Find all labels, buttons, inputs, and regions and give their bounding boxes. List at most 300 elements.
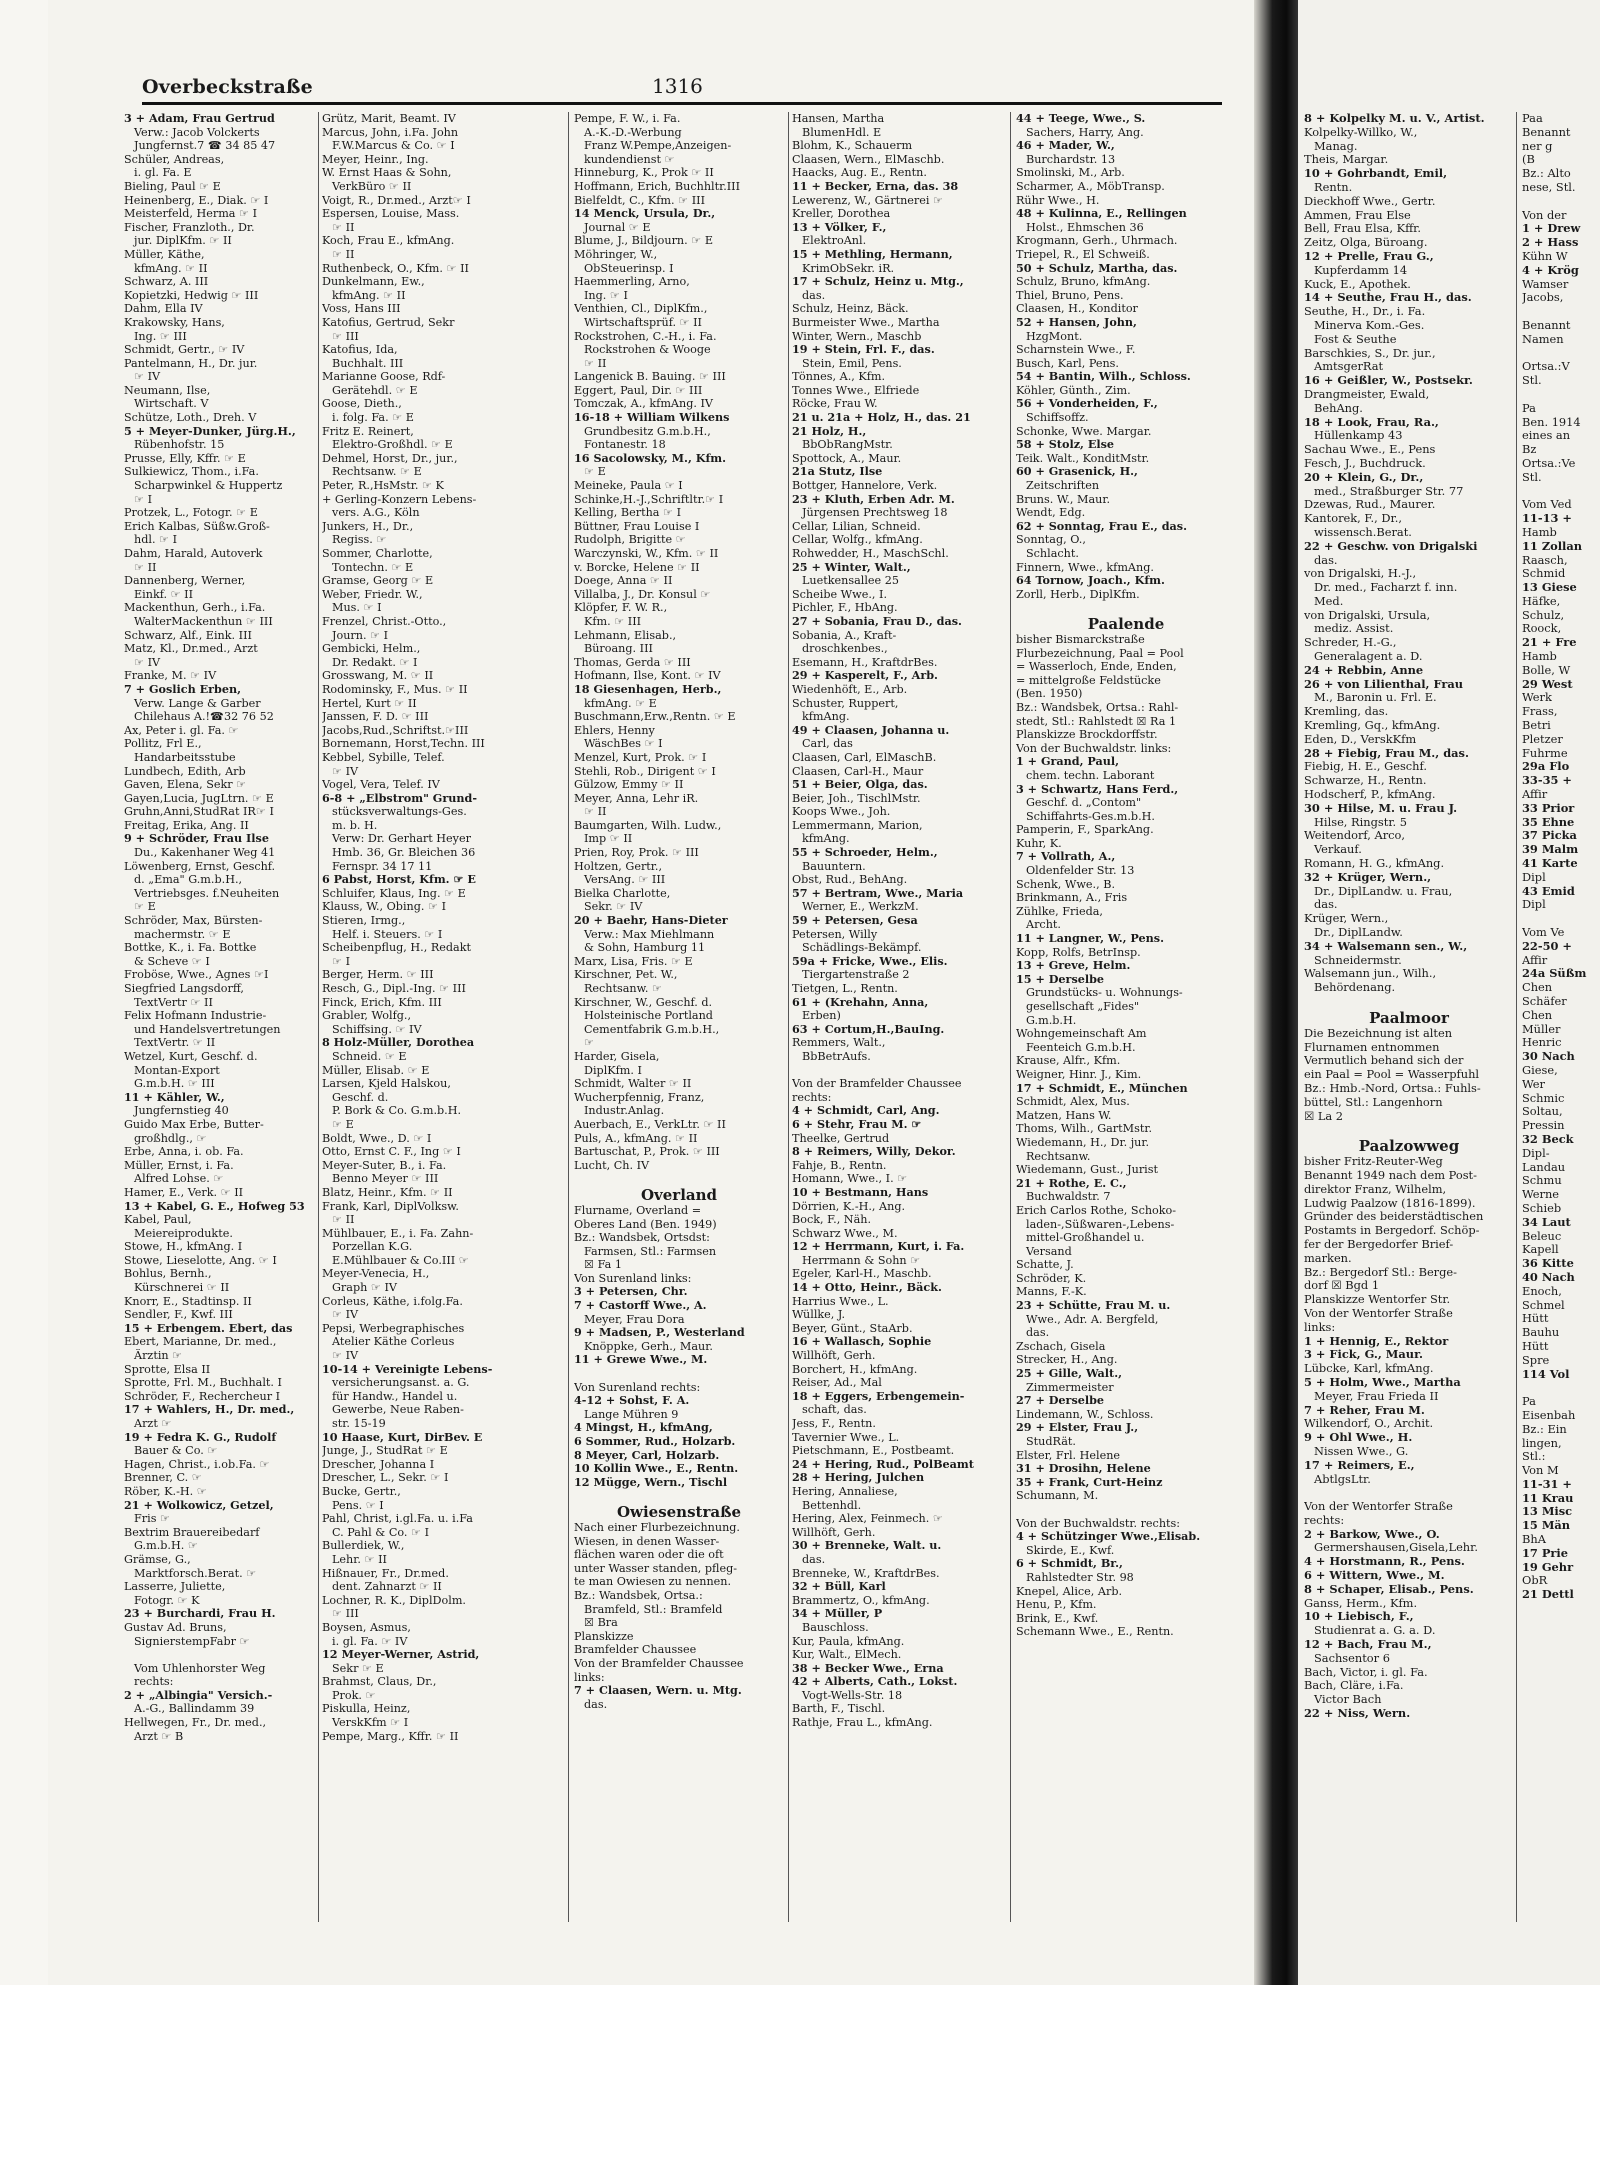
directory-line: Von der Buchwaldstr. links:	[1016, 741, 1172, 755]
directory-line: Postamts in Bergedorf. Schöp-	[1304, 1224, 1480, 1238]
directory-line: 18 + Eggers, Erbengemein-	[792, 1389, 965, 1403]
directory-line: Vermutlich behand sich der	[1304, 1054, 1464, 1068]
directory-line: Atelier Käthe Corleus	[332, 1335, 455, 1349]
directory-line: 63 + Cortum,H.,BauIng.	[792, 1022, 945, 1036]
directory-line: Stl.:	[1522, 1450, 1546, 1464]
directory-line: Borchert, H., kfmAng.	[792, 1362, 918, 1376]
directory-line: Bielka Charlotte,	[574, 886, 671, 900]
directory-line: Hinneburg, K., Prok ☞ II	[574, 166, 714, 180]
directory-line: Fesch, J., Buchdruck.	[1304, 456, 1426, 470]
directory-line: 35 + Frank, Curt-Heinz	[1016, 1475, 1163, 1489]
directory-line: 6 Sommer, Rud., Holzarb.	[574, 1435, 736, 1448]
directory-line: 59a + Fricke, Wwe., Elis.	[792, 954, 948, 968]
directory-line: Herrmann & Sohn ☞	[802, 1253, 921, 1267]
directory-line: 21 u. 21a + Holz, H., das. 21	[792, 411, 971, 425]
directory-line: Dipl	[1522, 870, 1546, 884]
directory-line: Büttner, Frau Louise I	[574, 519, 700, 533]
directory-line: Namen	[1522, 332, 1564, 346]
directory-line: ☞ II	[332, 220, 355, 234]
directory-line: Hagen, Christ., i.ob.Fa. ☞	[124, 1457, 270, 1471]
directory-line: Von der Wentorfer Straße	[1304, 1500, 1453, 1514]
directory-line: kfmAng.	[802, 710, 850, 724]
directory-line: Geschf. d. „Contom"	[1026, 796, 1142, 810]
directory-line: 59 + Petersen, Gesa	[792, 914, 918, 928]
directory-line: TextVertr ☞ II	[134, 995, 213, 1009]
directory-line: Buchwaldstr. 7	[1026, 1190, 1111, 1204]
directory-line: Arzt ☞ B	[134, 1729, 184, 1743]
directory-line: Meyer, Anna, Lehr iR.	[574, 791, 699, 805]
directory-line: 21 Holz, H.,	[792, 424, 867, 438]
directory-line: Hilse, Ringstr. 5	[1314, 815, 1407, 829]
directory-line: 34 + Walsemann sen., W.,	[1304, 939, 1468, 953]
directory-line: Jungfernst.7 ☎ 34 85 47	[134, 139, 276, 153]
directory-line: ☞ IV	[134, 655, 161, 669]
directory-line: Hoffmann, Erich, Buchhltr.III	[574, 179, 741, 193]
directory-line: E.Mühlbauer & Co.III ☞	[332, 1253, 469, 1267]
directory-line: 8 Holz-Müller, Dorothea	[322, 1036, 475, 1050]
directory-line: ☞ E	[134, 900, 156, 914]
directory-line: Schiffsing. ☞ IV	[332, 1022, 422, 1036]
directory-line: 40 Nach	[1522, 1270, 1575, 1284]
column-rule	[788, 112, 789, 1922]
directory-line: Ax, Peter i. gl. Fa. ☞	[124, 723, 239, 737]
directory-line: 24 + Hering, Rud., PolBeamt	[792, 1457, 974, 1471]
directory-line: 11 Zollan	[1522, 539, 1583, 553]
directory-line: Klauss, W., Obing. ☞ I	[322, 900, 447, 914]
directory-line: 12 + Herrmann, Kurt, i. Fa.	[792, 1240, 965, 1254]
directory-line: Lehmann, Elisab.,	[574, 628, 677, 642]
directory-line: ☞ IV	[332, 1349, 359, 1363]
directory-line: P. Bork & Co. G.m.b.H.	[332, 1104, 462, 1118]
directory-line: Verw: Dr. Gerhart Heyer	[332, 832, 471, 846]
directory-line: Stowe, Lieselotte, Ang. ☞ I	[124, 1253, 277, 1267]
page-number: 1316	[652, 74, 703, 98]
directory-line: Lemmermann, Marion,	[792, 818, 923, 832]
directory-line: Werne	[1522, 1188, 1560, 1202]
directory-line: Nach einer Flurbezeichnung.	[574, 1520, 740, 1534]
directory-line: Bornemann, Horst,Techn. III	[322, 737, 485, 751]
directory-line: Dr. med., Facharzt f. inn.	[1314, 581, 1458, 595]
directory-line: Bock, F., Näh.	[792, 1213, 872, 1227]
directory-line: Du., Kakenhaner Weg 41	[134, 846, 276, 860]
directory-line: Von der Wentorfer Straße	[1304, 1306, 1453, 1320]
directory-line: Ludwig Paalzow (1816-1899).	[1304, 1196, 1476, 1210]
directory-line: 32 + Büll, Karl	[792, 1580, 886, 1594]
directory-line: Pollitz, Frl E.,	[124, 737, 202, 751]
directory-line: Schmel	[1522, 1298, 1565, 1312]
directory-line: Fotogr. ☞ K	[134, 1593, 200, 1607]
directory-line: Hütt	[1522, 1339, 1549, 1353]
directory-line: AmtsgerRat	[1314, 360, 1384, 374]
directory-line: Sprotte, Frl. M., Buchhalt. I	[124, 1376, 282, 1390]
directory-line: Drescher, Johanna I	[322, 1457, 435, 1471]
directory-line: Hamb	[1522, 525, 1557, 539]
directory-line: BehAng.	[1314, 401, 1363, 415]
directory-line: 29 + Elster, Frau J.,	[1016, 1421, 1139, 1435]
directory-line: 1 + Drew	[1522, 222, 1581, 236]
directory-line	[124, 1648, 314, 1662]
directory-line: Matzen, Hans W.	[1016, 1108, 1112, 1122]
directory-line	[1522, 305, 1600, 319]
directory-line: hdl. ☞ I	[134, 533, 178, 547]
directory-line: Schmidt, Alex, Mus.	[1016, 1095, 1130, 1109]
directory-line: 9 + Schröder, Frau Ilse	[124, 832, 269, 846]
directory-line: Hansen, Martha	[792, 112, 885, 125]
directory-line: Röcke, Frau W.	[792, 397, 878, 411]
directory-line: 44 + Teege, Wwe., S.	[1016, 112, 1146, 125]
directory-line: Weigner, Hinr. J., Kim.	[1016, 1067, 1142, 1081]
directory-line: ☞ II	[134, 560, 157, 574]
directory-line: 5 + Meyer-Dunker, Jürg.H.,	[124, 424, 296, 438]
directory-line: 23 + Schütte, Frau M. u.	[1016, 1299, 1171, 1313]
directory-line: Rudolph, Brigitte ☞	[574, 533, 686, 547]
directory-line: Industr.Anlag.	[584, 1104, 665, 1118]
directory-line: Wer	[1522, 1077, 1545, 1091]
directory-line: 17 + Schulz, Heinz u. Mtg.,	[792, 275, 964, 289]
directory-line: Wamser	[1522, 277, 1569, 291]
directory-line: unter Wasser standen, pfleg-	[574, 1561, 738, 1575]
directory-line: Regiss. ☞	[332, 533, 387, 547]
directory-line: Kfm. ☞ III	[584, 614, 642, 628]
directory-line: Schmic	[1522, 1091, 1565, 1105]
directory-line: 12 + Bach, Frau M.,	[1304, 1638, 1432, 1652]
directory-line: Remmers, Walt.,	[792, 1036, 886, 1050]
directory-line: Menzel, Kurt, Prok. ☞ I	[574, 750, 707, 764]
directory-line: Von der Bramfelder Chaussee	[574, 1656, 744, 1670]
directory-line: Rechtsanw.	[1026, 1149, 1091, 1163]
directory-line	[1522, 195, 1600, 209]
directory-line: Pantelmann, H., Dr. jur.	[124, 356, 258, 370]
directory-line: Finnern, Wwe., kfmAng.	[1016, 560, 1154, 574]
directory-line: Peter, R.,HsMstr. ☞ K	[322, 479, 444, 493]
directory-line: Doege, Anna ☞ II	[574, 574, 673, 588]
directory-line: Schuster, Ruppert,	[792, 696, 899, 710]
directory-line: Kopietzki, Hedwig ☞ III	[124, 288, 259, 302]
directory-line	[1016, 1503, 1236, 1517]
directory-line: Barschkies, S., Dr. jur.,	[1304, 346, 1436, 360]
directory-line: Oldenfelder Str. 13	[1026, 864, 1135, 878]
directory-line: 14 Menck, Ursula, Dr.,	[574, 207, 716, 221]
directory-line: 10 + Liebisch, F.,	[1304, 1610, 1414, 1624]
directory-line	[1522, 1381, 1600, 1395]
directory-line: ☞ I	[332, 954, 351, 968]
directory-line: Mus. ☞ I	[332, 601, 382, 615]
directory-line: Luetkensallee 25	[802, 574, 899, 588]
directory-line: Ammen, Frau Else	[1304, 208, 1411, 222]
directory-line: Prusse, Elly, Kffr. ☞ E	[124, 451, 246, 465]
directory-line: Corleus, Käthe, i.folg.Fa.	[322, 1294, 463, 1308]
directory-line: Dahm, Harald, Autoverk	[124, 547, 263, 560]
directory-line: 22-50 +	[1522, 939, 1572, 953]
directory-line: Blume, J., Bildjourn. ☞ E	[574, 234, 713, 248]
directory-line: 6 Pabst, Horst, Kfm. ☞ E	[322, 873, 476, 887]
directory-line: 19 + Stein, Frl. F., das.	[792, 343, 935, 357]
directory-line: 11 Krau	[1522, 1491, 1574, 1505]
directory-line: Sekr ☞ E	[332, 1661, 384, 1675]
directory-line: Schmidt, Walter ☞ II	[574, 1077, 692, 1091]
directory-line: Pressin	[1522, 1119, 1565, 1133]
directory-line: Vogel, Vera, Telef. IV	[322, 778, 440, 792]
directory-line: Winter, Wern., Maschb	[792, 329, 922, 343]
directory-line: Erbe, Anna, i. ob. Fa.	[124, 1145, 244, 1159]
directory-line: Bottke, K., i. Fa. Bottke	[124, 941, 257, 955]
directory-line: Buschmann,Erw.,Rentn. ☞ E	[574, 710, 736, 724]
directory-line: 4 + Schützinger Wwe.,Elisab.	[1016, 1530, 1201, 1544]
directory-line: 114 Vol	[1522, 1367, 1570, 1381]
directory-line: Planskizze	[574, 1629, 634, 1643]
directory-line: Landau	[1522, 1160, 1566, 1174]
directory-line: Strecker, H., Ang.	[1016, 1353, 1118, 1367]
directory-line: 50 + Schulz, Martha, das.	[1016, 261, 1178, 275]
directory-line: Venthien, Cl., DiplKfm.,	[574, 302, 708, 316]
directory-line: Jungfernstieg 40	[134, 1104, 229, 1118]
directory-line: ☞ II	[584, 356, 607, 370]
directory-line: Voss, Hans III	[322, 302, 401, 316]
directory-line: Hamer, E., Verk. ☞ II	[124, 1185, 244, 1199]
directory-line: Krause, Alfr., Kfm.	[1016, 1054, 1121, 1068]
directory-line: Vom Ve	[1522, 926, 1565, 940]
directory-line: 3 + Petersen, Chr.	[574, 1285, 688, 1299]
directory-line: 21 + Wolkowicz, Getzel,	[124, 1498, 274, 1512]
directory-line: SignierstempFabr ☞	[134, 1634, 250, 1648]
directory-line: Ehlers, Henny	[574, 723, 655, 737]
directory-line: Stehli, Rob., Dirigent ☞ I	[574, 764, 716, 778]
directory-line: Theis, Margar.	[1304, 153, 1389, 167]
directory-line: Boysen, Asmus,	[322, 1620, 411, 1634]
right-page	[1298, 0, 1600, 1985]
directory-line: Rahlstedter Str. 98	[1026, 1570, 1134, 1584]
directory-line: Gruhn,Anni,StudRat IR☞ I	[124, 805, 274, 819]
directory-line: 61 + (Krehahn, Anna,	[792, 995, 929, 1009]
directory-line: 30 + Hilse, M. u. Frau J.	[1304, 801, 1458, 815]
directory-line: 7 + Vollrath, A.,	[1016, 850, 1116, 864]
directory-line: 55 + Schroeder, Helm.,	[792, 846, 938, 860]
directory-line: Imp ☞ II	[584, 832, 633, 846]
directory-line: Fost & Seuthe	[1314, 332, 1397, 346]
directory-line: Bz.: Alto	[1522, 167, 1571, 181]
directory-line: 17 + Wahlers, H., Dr. med.,	[124, 1403, 295, 1417]
directory-line: Alfred Lohse. ☞	[134, 1172, 224, 1186]
directory-line: Beleuc	[1522, 1229, 1562, 1243]
directory-line: Müller	[1522, 1022, 1561, 1036]
directory-line: Handarbeitsstube	[134, 750, 236, 764]
directory-line: Lasserre, Juliette,	[124, 1580, 226, 1594]
directory-line: v. Borcke, Helene ☞ II	[574, 560, 700, 574]
directory-line: 3 + Schwartz, Hans Ferd.,	[1016, 782, 1179, 796]
directory-line: F.W.Marcus & Co. ☞ I	[332, 139, 455, 153]
directory-line: i. gl. Fa. ☞ IV	[332, 1634, 408, 1648]
directory-line: Espersen, Louise, Mass.	[322, 207, 460, 221]
directory-line: Pamperin, F., SparkAng.	[1016, 823, 1154, 837]
directory-line	[1304, 1486, 1514, 1500]
directory-line: Claasen, Wern., ElMaschb.	[792, 152, 945, 166]
directory-line	[1016, 601, 1236, 615]
directory-line: Arzt ☞	[134, 1417, 172, 1430]
directory-line: Frenzel, Christ.-Otto.,	[322, 614, 447, 628]
directory-line: Burchardstr. 13	[1026, 152, 1116, 166]
directory-line: Schröder, K.	[1016, 1271, 1087, 1285]
directory-line: 28 + Hering, Julchen	[792, 1471, 925, 1485]
directory-line: Vogt-Wells-Str. 18	[802, 1688, 903, 1702]
directory-line: Vertriebsges. f.Neuheiten	[134, 886, 280, 900]
directory-line: 43 Emid	[1522, 884, 1575, 898]
directory-line: 4 + Schmidt, Carl, Ang.	[792, 1104, 940, 1118]
directory-line: ☞ II	[332, 1213, 355, 1227]
directory-line: das.	[1314, 553, 1338, 567]
directory-line: 15 + Erbengem. Ebert, das	[124, 1321, 293, 1335]
directory-line: TextVertr. ☞ II	[134, 1036, 216, 1050]
directory-line: Bz.: Wandsbek, Ortsdst:	[574, 1231, 710, 1245]
directory-line: Bettenhdl.	[802, 1498, 862, 1512]
directory-line: Rathje, Frau L., kfmAng.	[792, 1716, 933, 1730]
directory-line: Ing. ☞ III	[134, 329, 187, 343]
directory-line: 17 + Reimers, E.,	[1304, 1458, 1415, 1472]
directory-line: Buchhalt. III	[332, 356, 404, 370]
directory-line: Kühn W	[1522, 249, 1568, 263]
directory-line: ☞ IV	[134, 370, 161, 384]
directory-line: 10 Kollin Wwe., E., Rentn.	[574, 1462, 739, 1476]
directory-line: Marcus, John, i.Fa. John	[322, 125, 459, 139]
directory-line: kfmAng. ☞ II	[134, 261, 208, 275]
directory-line: Krüger, Wern.,	[1304, 912, 1389, 926]
directory-line: Junkers, H., Dr.,	[322, 519, 414, 533]
directory-line: 12 Meyer-Werner, Astrid,	[322, 1648, 480, 1662]
right-page-column-2	[1522, 112, 1600, 1602]
directory-line: Grütz, Marit, Beamt. IV	[322, 112, 456, 125]
directory-line: A.-K.-D.-Werbung	[584, 125, 682, 139]
directory-line: 21a Stutz, Ilse	[792, 465, 883, 479]
directory-line: Schatte, J.	[1016, 1258, 1074, 1272]
directory-line: Ortsa.:Ve	[1522, 456, 1576, 470]
directory-line: Dahm, Ella IV	[124, 302, 203, 316]
directory-line: Bielfeldt, C., Kfm. ☞ III	[574, 193, 705, 207]
street-heading: Paalzowweg	[1358, 1137, 1460, 1156]
directory-line: Werner, E., WerkzM.	[802, 900, 919, 914]
directory-line: Scharmer, A., MöbTransp.	[1016, 179, 1165, 193]
directory-line: büttel, Stl.: Langenhorn	[1304, 1095, 1443, 1109]
directory-line: von Drigalski, H.-J.,	[1304, 567, 1417, 581]
directory-line: Schiffahrts-Ges.m.b.H.	[1026, 809, 1155, 823]
directory-line: Giese,	[1522, 1063, 1558, 1077]
directory-line: großhdlg., ☞	[134, 1131, 207, 1145]
directory-line: Pichler, F., HbAng.	[792, 601, 898, 615]
directory-line: 39 Malm	[1522, 843, 1579, 857]
directory-line: Kopp, Rolfs, BetrInsp.	[1016, 945, 1141, 959]
directory-line: (B	[1522, 153, 1535, 167]
directory-line: Hering, Alex, Feinmech. ☞	[792, 1512, 943, 1526]
directory-line: Müller, Elisab. ☞ E	[322, 1063, 430, 1077]
directory-line: Gülzow, Emmy ☞ II	[574, 778, 684, 792]
directory-line: dorf ☒ Bgd 1	[1304, 1279, 1380, 1293]
directory-line: fer der Bergedorfer Brief-	[1304, 1237, 1454, 1251]
directory-line: Enoch,	[1522, 1284, 1562, 1298]
directory-line: Grabler, Wolfg.,	[322, 1009, 412, 1023]
directory-line: Petersen, Willy	[792, 927, 878, 941]
directory-line: Carl, das	[802, 737, 853, 751]
directory-line: 4 + Horstmann, R., Pens.	[1304, 1555, 1465, 1569]
directory-line: Meyer, Frau Frieda II	[1314, 1389, 1439, 1403]
directory-line: m. b. H.	[332, 818, 378, 832]
directory-line: Schinke,H.-J.,Schriftltr.☞ I	[574, 492, 724, 506]
directory-line: Stl.	[1522, 470, 1542, 484]
directory-line: Frass,	[1522, 705, 1558, 719]
directory-line: 27 + Sobania, Frau D., das.	[792, 614, 962, 628]
directory-line: ☞ II	[584, 805, 607, 819]
directory-line: 11 + Langner, W., Pens.	[1016, 932, 1164, 946]
directory-line: bisher Bismarckstraße	[1016, 632, 1145, 646]
directory-line: 51 + Beier, Olga, das.	[792, 778, 928, 792]
street-heading: Overland	[640, 1185, 718, 1204]
directory-line: von Drigalski, Ursula,	[1304, 608, 1431, 622]
directory-line: Larsen, Kjeld Halskou,	[322, 1077, 451, 1091]
directory-line: Reiser, Ad., Mal	[792, 1376, 882, 1390]
directory-line: Mühlbauer, E., i. Fa. Zahn-	[322, 1226, 474, 1240]
directory-line: 21 + Fre	[1522, 636, 1577, 650]
directory-line: Planskizze Brockdorffstr.	[1016, 728, 1158, 742]
directory-line: droschkenbes.,	[802, 642, 888, 656]
directory-line: Romann, H. G., kfmAng.	[1304, 857, 1445, 871]
directory-line: Claasen, Carl-H., Maur	[792, 764, 924, 778]
directory-line: Schulz, Bruno, kfmAng.	[1016, 275, 1151, 289]
directory-line: Eisenbah	[1522, 1408, 1576, 1422]
directory-line: Cellar, Lilian, Schneid.	[792, 519, 921, 533]
directory-line: Ortsa.:V	[1522, 360, 1570, 374]
directory-line: Cellar, Wolfg., kfmAng.	[792, 533, 923, 547]
directory-line: Meyer-Venecia, H.,	[322, 1267, 430, 1281]
directory-line: Wiesen, in denen Wasser-	[574, 1534, 720, 1548]
directory-line: Teik. Walt., KonditMstr.	[1016, 451, 1150, 465]
directory-line: 16-18 + William Wilkens	[574, 411, 730, 425]
directory-line: kundendienst ☞	[584, 152, 675, 166]
directory-line: Knorr, E., Stadtinsp. II	[124, 1294, 252, 1308]
directory-line: 28 + Fiebig, Frau M., das.	[1304, 746, 1469, 760]
directory-line: Heinenberg, E., Diak. ☞ I	[124, 193, 269, 207]
directory-line: Studienrat a. G. a. D.	[1314, 1624, 1436, 1638]
directory-line: Stein, Emil, Pens.	[802, 356, 902, 370]
directory-line	[574, 1172, 784, 1186]
directory-line: Prien, Roy, Prok. ☞ III	[574, 846, 699, 860]
directory-line: Fontanestr. 18	[584, 438, 666, 452]
directory-line: Ärztin ☞	[134, 1349, 183, 1363]
directory-line: 23 + Kluth, Erben Adr. M.	[792, 492, 955, 506]
directory-line: Benannt	[1522, 318, 1571, 332]
directory-line: Burmeister Wwe., Martha	[792, 315, 940, 329]
directory-line: Zorll, Herb., DiplKfm.	[1016, 587, 1140, 601]
directory-line: 7 + Goslich Erben,	[124, 682, 241, 696]
directory-line: Seuthe, H., Dr., i. Fa.	[1304, 305, 1426, 319]
directory-line: 16 Sacolowsky, M., Kfm.	[574, 451, 727, 465]
directory-line: ☞ E	[584, 465, 606, 479]
directory-line: Schmidt, Gertr., ☞ IV	[124, 343, 245, 357]
directory-line: Kur, Paula, kfmAng.	[792, 1634, 905, 1648]
directory-line: 15 + Methling, Hermann,	[792, 247, 953, 261]
directory-line: 41 Karte	[1522, 857, 1578, 871]
directory-line: Gerätehdl. ☞ E	[332, 383, 418, 397]
directory-line: Rodominsky, F., Mus. ☞ II	[322, 682, 468, 696]
directory-line: Schädlings-Bekämpf.	[802, 941, 922, 955]
right-page-column-1	[1304, 112, 1514, 1721]
directory-line: ObSteuerinsp. I	[584, 261, 674, 275]
directory-line: Knöppke, Gerh., Maur.	[584, 1339, 713, 1353]
directory-line: Behördenang.	[1314, 981, 1396, 995]
directory-line: Köhler, Günth., Zim.	[1016, 383, 1131, 397]
directory-line: Vom Ved	[1522, 498, 1572, 512]
directory-line: 58 + Stolz, Else	[1016, 438, 1115, 452]
directory-line: Bach, Cläre, i.Fa.	[1304, 1679, 1404, 1693]
directory-line: Minerva Kom.-Ges.	[1314, 318, 1425, 332]
directory-line: Bz.: Ein	[1522, 1422, 1567, 1436]
directory-line: Schulz, Heinz, Bäck.	[792, 302, 909, 316]
